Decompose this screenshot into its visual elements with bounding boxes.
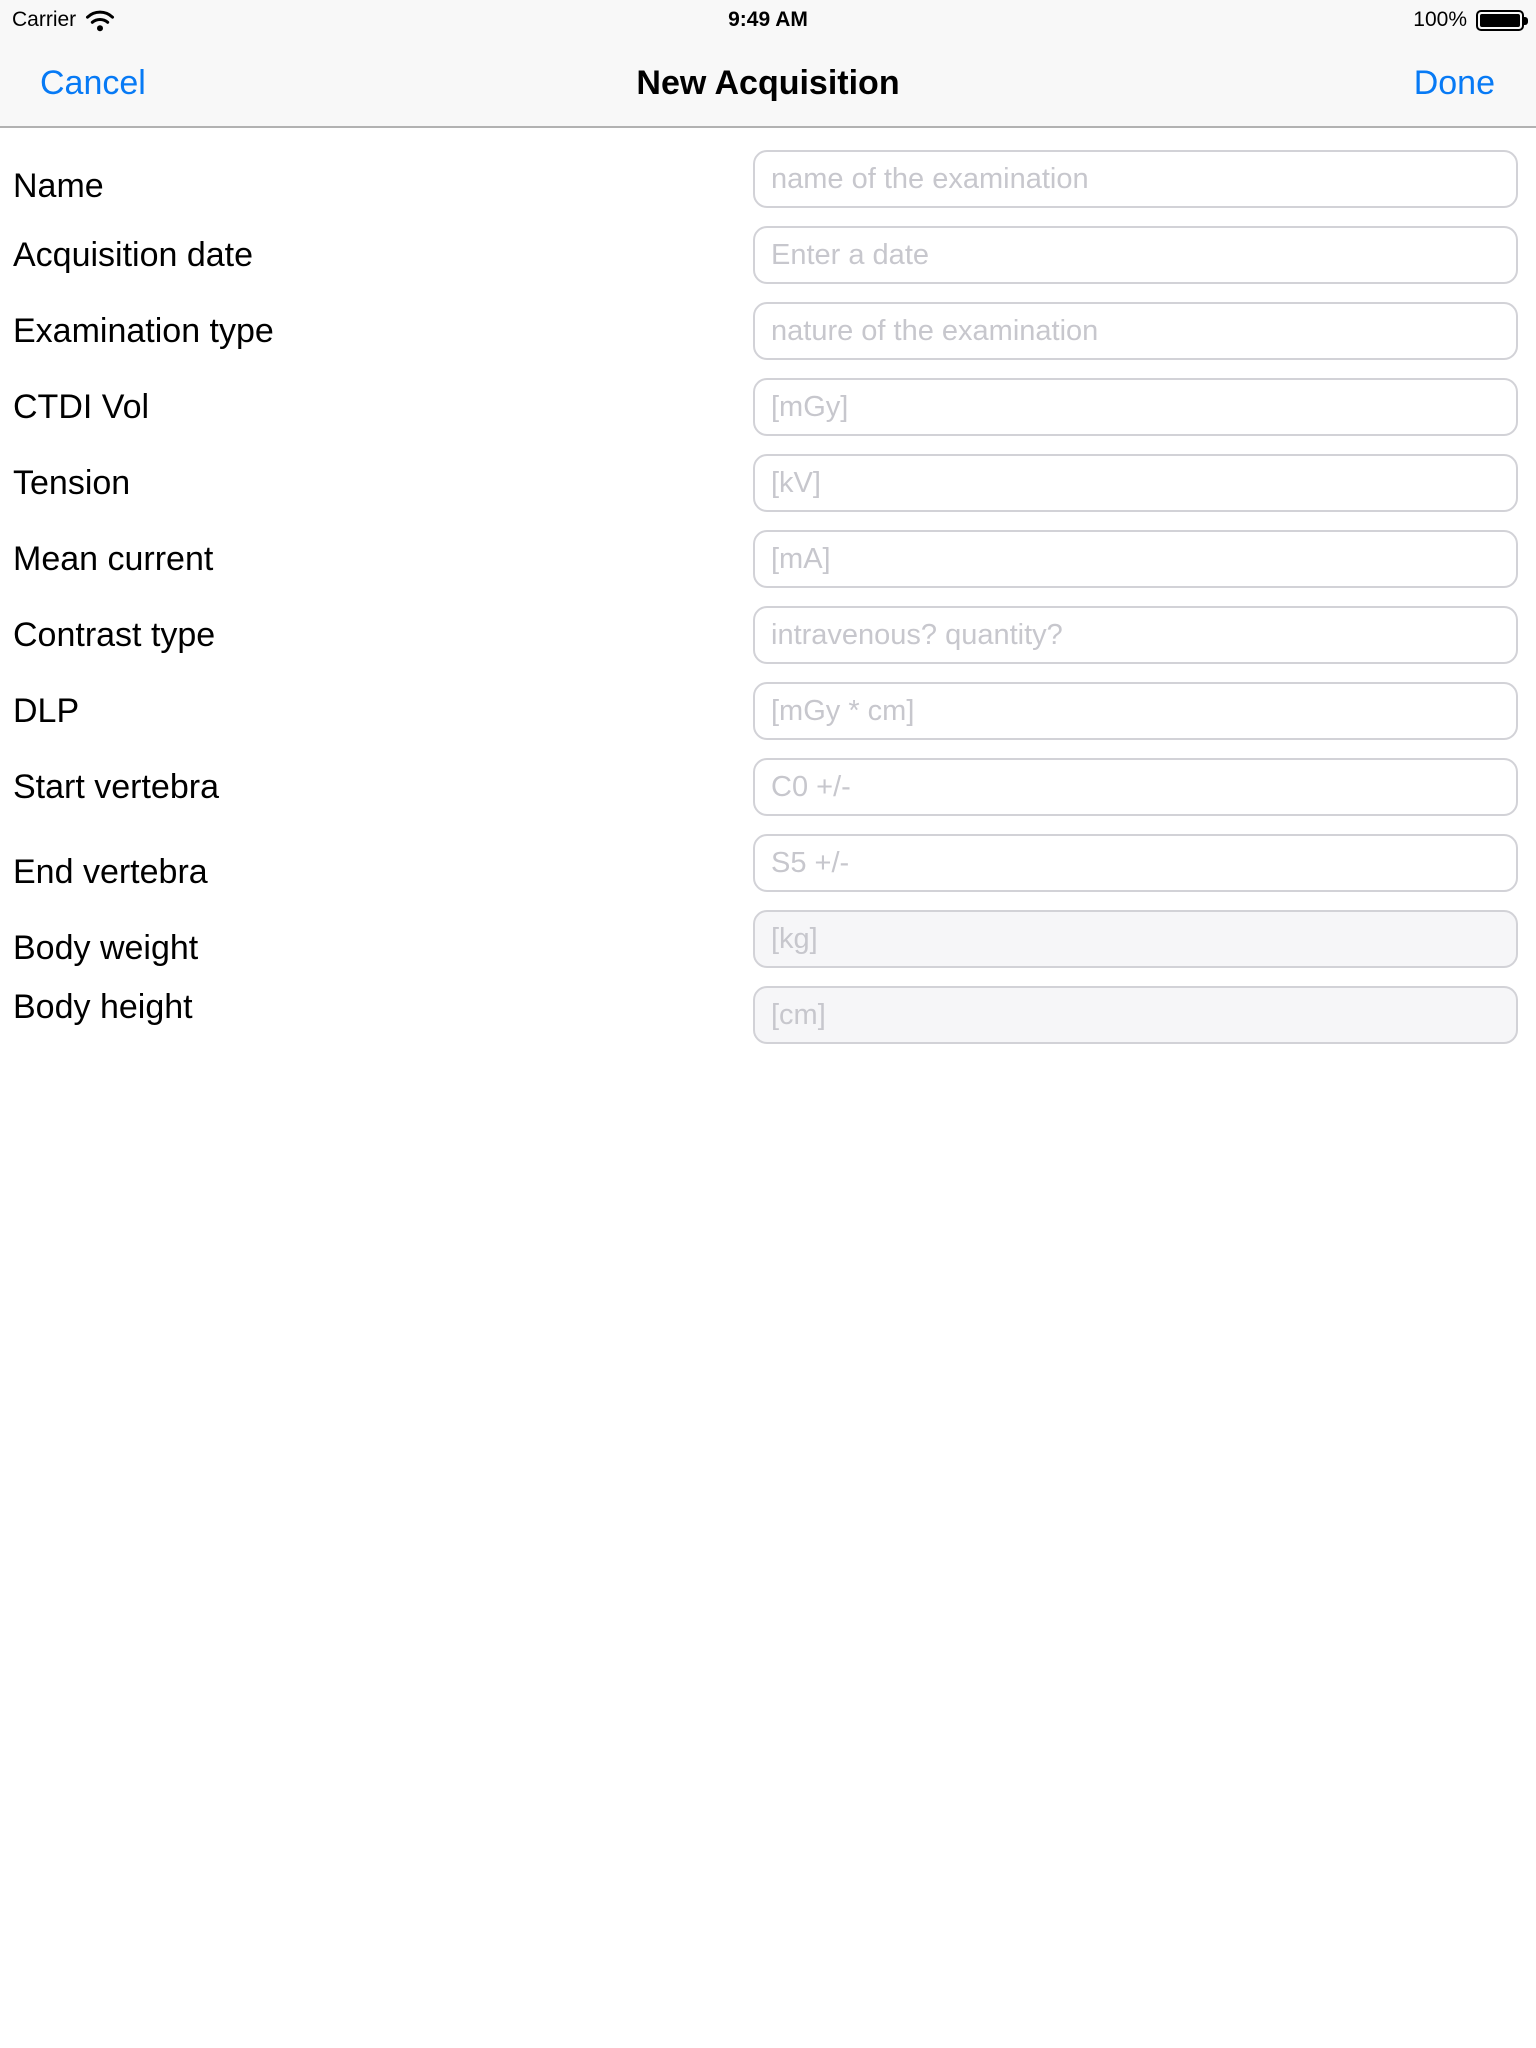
form-row (0, 606, 1536, 664)
start-vertebra-label: Start vertebra (13, 767, 219, 806)
clock: 9:49 AM (728, 8, 808, 31)
battery-icon (1476, 10, 1524, 31)
form-row (0, 454, 1536, 512)
ctdi-vol-label: CTDI Vol (13, 387, 150, 426)
tension-label: Tension (13, 463, 131, 502)
examination-type-label: Examination type (13, 311, 274, 350)
body-weight-input[interactable] (753, 910, 1518, 968)
form-row (0, 302, 1536, 360)
form-row (0, 150, 1536, 208)
top-chrome (0, 0, 1536, 128)
examination-type-input[interactable] (753, 302, 1518, 360)
acquisition-date-label: Acquisition date (13, 235, 254, 274)
mean-current-label: Mean current (13, 539, 214, 578)
carrier-label: Carrier (12, 8, 77, 31)
page-title: New Acquisition (636, 63, 900, 102)
status-bar-left (12, 8, 115, 32)
dlp-input[interactable] (753, 682, 1518, 740)
form-row (0, 378, 1536, 436)
body-height-input[interactable] (753, 986, 1518, 1044)
contrast-type-input[interactable] (753, 606, 1518, 664)
end-vertebra-label: End vertebra (13, 852, 208, 891)
ctdi-vol-input[interactable] (753, 378, 1518, 436)
end-vertebra-input[interactable] (753, 834, 1518, 892)
dlp-label: DLP (13, 691, 80, 730)
body-height-label: Body height (13, 987, 193, 1026)
form-row (0, 986, 1536, 1044)
name-input[interactable] (753, 150, 1518, 208)
status-bar (0, 0, 1536, 40)
mean-current-input[interactable] (753, 530, 1518, 588)
cancel-button[interactable]: Cancel (40, 63, 146, 102)
name-label: Name (13, 166, 104, 205)
body-weight-label: Body weight (13, 928, 199, 967)
form-row (0, 910, 1536, 968)
acquisition-form (0, 128, 1536, 1044)
form-row (0, 834, 1536, 892)
battery-percent-label: 100% (1413, 8, 1467, 31)
form-row (0, 530, 1536, 588)
tension-input[interactable] (753, 454, 1518, 512)
done-button[interactable]: Done (1413, 63, 1495, 102)
form-row (0, 758, 1536, 816)
navigation-bar (0, 40, 1536, 126)
contrast-type-label: Contrast type (13, 615, 216, 654)
form-row (0, 226, 1536, 284)
acquisition-date-input[interactable] (753, 226, 1518, 284)
form-row (0, 682, 1536, 740)
start-vertebra-input[interactable] (753, 758, 1518, 816)
wifi-icon (85, 9, 115, 32)
status-bar-right (1413, 8, 1524, 32)
